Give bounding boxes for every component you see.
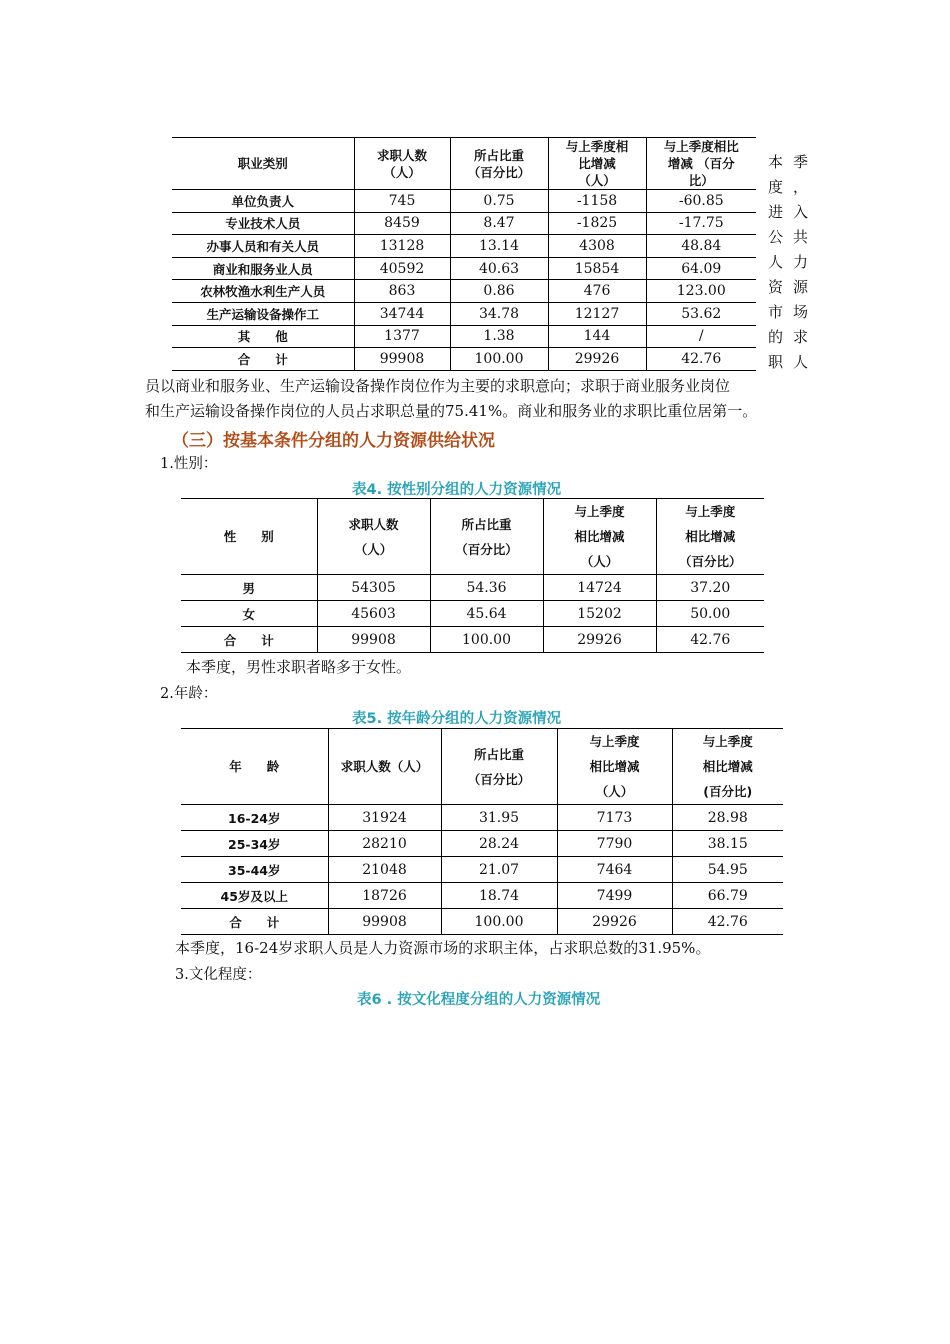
age-cell: 29926 [557,909,672,935]
side-text-line: 本季 [768,153,808,171]
occupation-cell: 13.14 [450,235,548,258]
side-text-line: 度， [768,178,808,196]
gender-note: 本季度，男性求职者略多于女性。 [186,658,412,676]
occupation-cell: 13128 [354,235,450,258]
occupation-cell: 40.63 [450,257,548,280]
occupation-cell: 863 [354,280,450,303]
age-table [181,728,783,935]
occupation-header-row [172,138,756,190]
age-cell: 7173 [557,805,672,831]
age-table-caption: 表5. 按年龄分组的人力资源情况 [352,711,562,727]
age-header-cell: 与上季度 相比增减 (百分比) [672,729,783,805]
occupation-body [172,190,756,371]
gender-row-label: 女 [181,601,317,627]
gender-cell: 50.00 [656,601,764,627]
occupation-row [172,325,756,348]
occupation-header-cell: 与上季度相比 增减 （百分 比） [646,138,756,190]
age-header-cell: 年 龄 [181,729,328,805]
occupation-header-cell: 求职人数 （人） [354,138,450,190]
occupation-cell: 4308 [548,235,646,258]
occupation-cell: 476 [548,280,646,303]
age-cell: 100.00 [441,909,557,935]
item-gender: 1.性别： [160,456,218,472]
occupation-row [172,302,756,325]
side-text-line: 人力 [768,253,808,271]
gender-cell: 99908 [317,627,430,653]
age-cell: 7464 [557,857,672,883]
occupation-cell: 34.78 [450,302,548,325]
occupation-row [172,212,756,235]
gender-table [181,498,764,653]
age-header-cell: 所占比重 （百分比） [441,729,557,805]
occupation-cell: 34744 [354,302,450,325]
occupation-row-label: 商业和服务业人员 [172,257,354,280]
age-cell: 7790 [557,831,672,857]
age-cell: 28.24 [441,831,557,857]
side-text-line: 进入 [768,203,808,221]
gender-row-label: 男 [181,575,317,601]
paragraph-line-1: 员以商业和服务业、生产运输设备操作岗位作为主要的求职意向；求职于商业服务业岗位 [145,377,731,395]
gender-cell: 45603 [317,601,430,627]
occupation-cell: 100.00 [450,348,548,371]
gender-row-label: 合 计 [181,627,317,653]
occupation-row-label: 农林牧渔水利生产人员 [172,280,354,303]
age-cell: 38.15 [672,831,783,857]
age-header-row [181,729,783,805]
age-cell: 99908 [328,909,441,935]
occupation-cell: 64.09 [646,257,756,280]
gender-cell: 45.64 [430,601,543,627]
gender-header-cell: 求职人数 （人） [317,499,430,575]
age-row [181,805,783,831]
age-row-label: 16-24岁 [181,805,328,831]
item-age: 2.年龄： [160,686,218,702]
side-text-line: 公共 [768,228,808,246]
gender-row [181,575,764,601]
item-education: 3.文化程度： [175,967,262,983]
gender-row [181,601,764,627]
age-cell: 31924 [328,805,441,831]
occupation-row-label: 单位负责人 [172,190,354,213]
occupation-row [172,280,756,303]
gender-cell: 42.76 [656,627,764,653]
occupation-row [172,235,756,258]
age-note: 本季度，16-24岁求职人员是人力资源市场的求职主体，占求职总数的31.95%。 [175,939,711,957]
occupation-cell: -1825 [548,212,646,235]
gender-cell: 29926 [543,627,656,653]
occupation-cell: -60.85 [646,190,756,213]
age-cell: 42.76 [672,909,783,935]
occupation-cell: 144 [548,325,646,348]
occupation-row-label: 办事人员和有关人员 [172,235,354,258]
occupation-cell: 1.38 [450,325,548,348]
occupation-cell: 0.75 [450,190,548,213]
occupation-header-cell: 所占比重 （百分比） [450,138,548,190]
age-cell: 21048 [328,857,441,883]
side-text-line: 的求 [768,328,808,346]
occupation-row-label: 其 他 [172,325,354,348]
gender-header-cell: 与上季度 相比增减 （百分比） [656,499,764,575]
gender-row [181,627,764,653]
gender-cell: 15202 [543,601,656,627]
age-row [181,831,783,857]
gender-cell: 100.00 [430,627,543,653]
occupation-cell: 29926 [548,348,646,371]
gender-header-row [181,499,764,575]
occupation-row-label: 专业技术人员 [172,212,354,235]
age-header-cell: 求职人数（人） [328,729,441,805]
occupation-row [172,348,756,371]
occupation-cell: 48.84 [646,235,756,258]
age-row [181,909,783,935]
occupation-cell: -1158 [548,190,646,213]
side-text-line: 资源 [768,278,808,296]
age-row-label: 35-44岁 [181,857,328,883]
occupation-cell: / [646,325,756,348]
occupation-cell: 15854 [548,257,646,280]
occupation-cell: 40592 [354,257,450,280]
gender-header-cell: 与上季度 相比增减 （人） [543,499,656,575]
age-body [181,805,783,935]
occupation-cell: 123.00 [646,280,756,303]
occupation-row [172,257,756,280]
age-row [181,883,783,909]
side-text-column [768,150,808,375]
age-cell: 31.95 [441,805,557,831]
occupation-table [172,137,756,371]
age-header-cell: 与上季度 相比增减 （人） [557,729,672,805]
occupation-cell: 745 [354,190,450,213]
age-row-label: 45岁及以上 [181,883,328,909]
occupation-cell: 99908 [354,348,450,371]
age-cell: 18726 [328,883,441,909]
side-text-line: 职人 [768,353,808,371]
gender-header-cell: 性 别 [181,499,317,575]
side-text-line: 市场 [768,303,808,321]
age-cell: 21.07 [441,857,557,883]
age-row-label: 25-34岁 [181,831,328,857]
gender-table-caption: 表4. 按性别分组的人力资源情况 [352,482,562,498]
age-cell: 7499 [557,883,672,909]
occupation-header-cell: 与上季度相 比增减 （人） [548,138,646,190]
occupation-row [172,190,756,213]
occupation-row-label: 生产运输设备操作工 [172,302,354,325]
age-cell: 28210 [328,831,441,857]
gender-cell: 37.20 [656,575,764,601]
age-row-label: 合 计 [181,909,328,935]
age-cell: 28.98 [672,805,783,831]
gender-cell: 14724 [543,575,656,601]
occupation-cell: 1377 [354,325,450,348]
gender-header-cell: 所占比重 （百分比） [430,499,543,575]
education-table-caption: 表6 . 按文化程度分组的人力资源情况 [357,992,601,1008]
occupation-cell: 0.86 [450,280,548,303]
occupation-header-cell: 职业类别 [172,138,354,190]
paragraph-line-2: 和生产运输设备操作岗位的人员占求职总量的75.41%。商业和服务业的求职比重位居第一。 [145,402,758,420]
occupation-row-label: 合 计 [172,348,354,371]
section-heading: （三）按基本条件分组的人力资源供给状况 [172,431,495,451]
occupation-cell: 53.62 [646,302,756,325]
age-cell: 66.79 [672,883,783,909]
gender-body [181,575,764,653]
age-row [181,857,783,883]
occupation-cell: 12127 [548,302,646,325]
age-cell: 54.95 [672,857,783,883]
occupation-cell: 42.76 [646,348,756,371]
occupation-cell: -17.75 [646,212,756,235]
age-cell: 18.74 [441,883,557,909]
occupation-cell: 8.47 [450,212,548,235]
gender-cell: 54305 [317,575,430,601]
occupation-cell: 8459 [354,212,450,235]
gender-cell: 54.36 [430,575,543,601]
